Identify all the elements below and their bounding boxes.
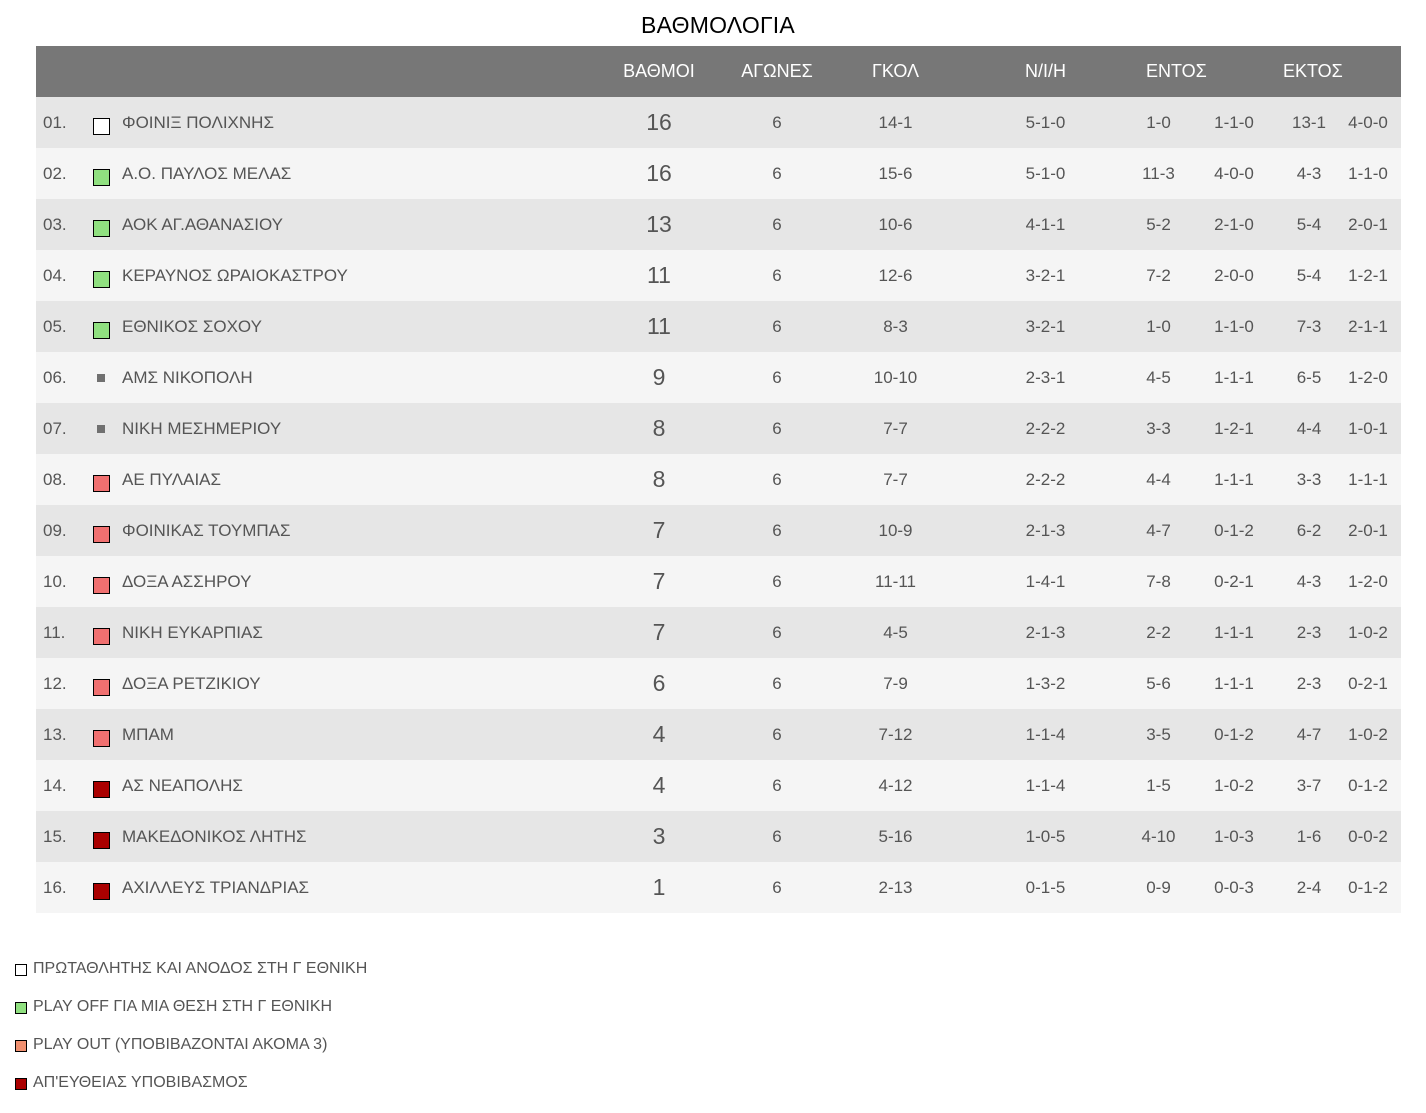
row-points: 7 <box>596 607 722 658</box>
row-wdl: 1-4-1 <box>959 556 1132 607</box>
row-wdl: 2-2-2 <box>959 454 1132 505</box>
row-games: 6 <box>722 352 832 403</box>
row-home-wdl: 2-0-0 <box>1185 250 1283 301</box>
row-games: 6 <box>722 556 832 607</box>
legend-swatch-icon <box>15 1040 27 1052</box>
row-zone-marker <box>80 352 122 403</box>
row-home-goals: 4-4 <box>1132 454 1185 505</box>
row-games: 6 <box>722 97 832 148</box>
row-team-name[interactable]: ΔΟΞΑ ΡΕΤΖΙΚΙΟΥ <box>122 658 596 709</box>
row-points: 16 <box>596 148 722 199</box>
row-away-goals: 5-4 <box>1283 250 1335 301</box>
table-row[interactable] <box>36 760 1401 811</box>
table-row[interactable] <box>36 352 1401 403</box>
row-zone-marker <box>80 454 122 505</box>
row-wdl: 5-1-0 <box>959 148 1132 199</box>
header-away[interactable]: ΕΚΤΟΣ <box>1283 46 1401 97</box>
table-row[interactable] <box>36 301 1401 352</box>
table-row[interactable] <box>36 811 1401 862</box>
row-wdl: 0-1-5 <box>959 862 1132 913</box>
row-points: 11 <box>596 250 722 301</box>
zone-marker-icon <box>93 832 110 849</box>
table-row[interactable] <box>36 250 1401 301</box>
row-home-wdl: 1-0-3 <box>1185 811 1283 862</box>
header-points[interactable]: ΒΑΘΜΟΙ <box>596 46 722 97</box>
table-row[interactable] <box>36 403 1401 454</box>
row-home-goals: 3-3 <box>1132 403 1185 454</box>
row-team-name[interactable]: ΑΕ ΠΥΛΑΙΑΣ <box>122 454 596 505</box>
row-goals: 10-10 <box>832 352 959 403</box>
legend-label: ΠΡΩΤΑΘΛΗΤΗΣ ΚΑΙ ΑΝΟΔΟΣ ΣΤΗ Γ ΕΘΝΙΚΗ <box>33 960 368 977</box>
row-away-wdl: 4-0-0 <box>1335 97 1401 148</box>
row-home-wdl: 1-1-0 <box>1185 301 1283 352</box>
row-zone-marker <box>80 505 122 556</box>
row-team-name[interactable]: ΑΣ ΝΕΑΠΟΛΗΣ <box>122 760 596 811</box>
row-points: 4 <box>596 709 722 760</box>
row-away-goals: 4-3 <box>1283 148 1335 199</box>
zone-marker-icon <box>97 374 105 382</box>
legend-swatch-icon <box>15 964 27 976</box>
row-home-goals: 1-5 <box>1132 760 1185 811</box>
row-goals: 15-6 <box>832 148 959 199</box>
row-goals: 7-12 <box>832 709 959 760</box>
row-games: 6 <box>722 607 832 658</box>
header-home[interactable]: ΕΝΤΟΣ <box>1132 46 1283 97</box>
row-position: 08. <box>36 454 80 505</box>
row-home-wdl: 1-2-1 <box>1185 403 1283 454</box>
row-team-name[interactable]: ΜΑΚΕΔΟΝΙΚΟΣ ΛΗΤΗΣ <box>122 811 596 862</box>
row-position: 12. <box>36 658 80 709</box>
legend-swatch-icon <box>15 1002 27 1014</box>
row-goals: 12-6 <box>832 250 959 301</box>
row-zone-marker <box>80 97 122 148</box>
row-away-wdl: 2-0-1 <box>1335 199 1401 250</box>
row-goals: 2-13 <box>832 862 959 913</box>
row-wdl: 2-3-1 <box>959 352 1132 403</box>
zone-marker-icon <box>93 628 110 645</box>
row-wdl: 4-1-1 <box>959 199 1132 250</box>
header-position <box>36 46 80 97</box>
table-header-row <box>36 46 1401 97</box>
row-home-goals: 2-2 <box>1132 607 1185 658</box>
table-row[interactable] <box>36 148 1401 199</box>
row-points: 1 <box>596 862 722 913</box>
row-points: 4 <box>596 760 722 811</box>
row-away-goals: 3-7 <box>1283 760 1335 811</box>
row-away-goals: 3-3 <box>1283 454 1335 505</box>
row-wdl: 1-0-5 <box>959 811 1132 862</box>
row-position: 06. <box>36 352 80 403</box>
row-points: 9 <box>596 352 722 403</box>
row-team-name[interactable]: ΔΟΞΑ ΑΣΣΗΡΟΥ <box>122 556 596 607</box>
table-row[interactable] <box>36 97 1401 148</box>
row-games: 6 <box>722 658 832 709</box>
header-wdl[interactable]: Ν/Ι/Η <box>959 46 1132 97</box>
row-away-wdl: 0-0-2 <box>1335 811 1401 862</box>
row-zone-marker <box>80 301 122 352</box>
zone-marker-icon <box>93 526 110 543</box>
row-goals: 8-3 <box>832 301 959 352</box>
row-wdl: 5-1-0 <box>959 97 1132 148</box>
row-team-name[interactable]: ΑΟΚ ΑΓ.ΑΘΑΝΑΣΙΟΥ <box>122 199 596 250</box>
row-position: 09. <box>36 505 80 556</box>
row-zone-marker <box>80 658 122 709</box>
row-home-goals: 5-6 <box>1132 658 1185 709</box>
row-away-wdl: 2-0-1 <box>1335 505 1401 556</box>
row-wdl: 3-2-1 <box>959 301 1132 352</box>
row-games: 6 <box>722 199 832 250</box>
legend-label: ΑΠ'ΕΥΘΕΙΑΣ ΥΠΟΒΙΒΑΣΜΟΣ <box>33 1074 248 1091</box>
header-team <box>122 46 596 97</box>
zone-marker-icon <box>93 475 110 492</box>
row-team-name[interactable]: ΚΕΡΑΥΝΟΣ ΩΡΑΙΟΚΑΣΤΡΟΥ <box>122 250 596 301</box>
row-goals: 10-9 <box>832 505 959 556</box>
row-points: 8 <box>596 454 722 505</box>
row-team-name[interactable]: ΜΠΑΜ <box>122 709 596 760</box>
row-home-goals: 4-5 <box>1132 352 1185 403</box>
row-away-goals: 6-5 <box>1283 352 1335 403</box>
row-position: 16. <box>36 862 80 913</box>
table-row[interactable] <box>36 199 1401 250</box>
row-points: 16 <box>596 97 722 148</box>
row-zone-marker <box>80 862 122 913</box>
row-games: 6 <box>722 454 832 505</box>
row-home-wdl: 0-1-2 <box>1185 709 1283 760</box>
row-home-wdl: 1-1-0 <box>1185 97 1283 148</box>
row-games: 6 <box>722 760 832 811</box>
standings-table <box>36 46 1401 913</box>
row-position: 10. <box>36 556 80 607</box>
row-away-wdl: 1-2-1 <box>1335 250 1401 301</box>
row-home-goals: 4-7 <box>1132 505 1185 556</box>
row-zone-marker <box>80 148 122 199</box>
legend-label: PLAY OFF ΓΙΑ ΜΙΑ ΘΕΣΗ ΣΤΗ Γ ΕΘΝΙΚΗ <box>33 998 333 1015</box>
table-row[interactable] <box>36 658 1401 709</box>
zone-marker-icon <box>93 169 110 186</box>
row-points: 11 <box>596 301 722 352</box>
row-away-goals: 2-3 <box>1283 658 1335 709</box>
row-points: 3 <box>596 811 722 862</box>
row-home-goals: 1-0 <box>1132 301 1185 352</box>
row-away-goals: 6-2 <box>1283 505 1335 556</box>
row-home-goals: 7-8 <box>1132 556 1185 607</box>
zone-marker-icon <box>93 730 110 747</box>
row-points: 7 <box>596 505 722 556</box>
row-zone-marker <box>80 709 122 760</box>
row-games: 6 <box>722 148 832 199</box>
table-row[interactable] <box>36 862 1401 913</box>
row-away-wdl: 2-1-1 <box>1335 301 1401 352</box>
row-games: 6 <box>722 403 832 454</box>
row-points: 7 <box>596 556 722 607</box>
zone-marker-icon <box>93 220 110 237</box>
row-position: 02. <box>36 148 80 199</box>
row-goals: 11-11 <box>832 556 959 607</box>
row-goals: 10-6 <box>832 199 959 250</box>
row-home-goals: 11-3 <box>1132 148 1185 199</box>
header-zone <box>80 46 122 97</box>
row-home-wdl: 2-1-0 <box>1185 199 1283 250</box>
zone-marker-icon <box>93 322 110 339</box>
legend-label: PLAY OUT (ΥΠΟΒΙΒΑΖΟΝΤΑΙ ΑΚΟΜΑ 3) <box>33 1036 328 1053</box>
row-position: 03. <box>36 199 80 250</box>
row-home-wdl: 0-1-2 <box>1185 505 1283 556</box>
row-zone-marker <box>80 199 122 250</box>
row-team-name[interactable]: Α.Ο. ΠΑΥΛΟΣ ΜΕΛΑΣ <box>122 148 596 199</box>
row-goals: 7-7 <box>832 454 959 505</box>
row-zone-marker <box>80 403 122 454</box>
legend-item <box>15 960 367 998</box>
row-away-wdl: 1-2-0 <box>1335 352 1401 403</box>
row-position: 01. <box>36 97 80 148</box>
row-position: 11. <box>36 607 80 658</box>
row-away-wdl: 0-1-2 <box>1335 760 1401 811</box>
row-home-wdl: 1-0-2 <box>1185 760 1283 811</box>
row-away-wdl: 1-1-1 <box>1335 454 1401 505</box>
row-away-goals: 2-3 <box>1283 607 1335 658</box>
row-away-goals: 13-1 <box>1283 97 1335 148</box>
row-home-wdl: 1-1-1 <box>1185 454 1283 505</box>
row-points: 13 <box>596 199 722 250</box>
row-home-goals: 5-2 <box>1132 199 1185 250</box>
row-wdl: 2-1-3 <box>959 505 1132 556</box>
row-goals: 4-12 <box>832 760 959 811</box>
row-away-goals: 5-4 <box>1283 199 1335 250</box>
row-team-name[interactable]: ΝΙΚΗ ΜΕΣΗΜΕΡΙΟΥ <box>122 403 596 454</box>
zone-marker-icon <box>93 679 110 696</box>
row-team-name[interactable]: ΑΜΣ ΝΙΚΟΠΟΛΗ <box>122 352 596 403</box>
zone-marker-icon <box>93 118 110 135</box>
row-away-goals: 4-3 <box>1283 556 1335 607</box>
row-wdl: 1-3-2 <box>959 658 1132 709</box>
page-title: ΒΑΘΜΟΛΟΓΙΑ <box>641 12 795 38</box>
row-team-name[interactable]: ΑΧΙΛΛΕΥΣ ΤΡΙΑΝΔΡΙΑΣ <box>122 862 596 913</box>
row-away-goals: 2-4 <box>1283 862 1335 913</box>
row-home-wdl: 4-0-0 <box>1185 148 1283 199</box>
zone-marker-icon <box>93 781 110 798</box>
row-home-goals: 3-5 <box>1132 709 1185 760</box>
legend-item <box>15 1074 367 1112</box>
zone-marker-icon <box>93 577 110 594</box>
row-home-wdl: 0-0-3 <box>1185 862 1283 913</box>
row-goals: 7-7 <box>832 403 959 454</box>
row-zone-marker <box>80 556 122 607</box>
row-games: 6 <box>722 862 832 913</box>
legend-swatch-icon <box>15 1078 27 1090</box>
table-row[interactable] <box>36 556 1401 607</box>
header-goals[interactable]: ΓΚΟΛ <box>832 46 959 97</box>
row-wdl: 2-1-3 <box>959 607 1132 658</box>
row-games: 6 <box>722 250 832 301</box>
row-goals: 7-9 <box>832 658 959 709</box>
row-games: 6 <box>722 301 832 352</box>
row-home-wdl: 1-1-1 <box>1185 658 1283 709</box>
row-away-goals: 4-7 <box>1283 709 1335 760</box>
row-away-goals: 1-6 <box>1283 811 1335 862</box>
legend <box>15 960 367 1112</box>
row-games: 6 <box>722 709 832 760</box>
row-home-goals: 1-0 <box>1132 97 1185 148</box>
row-away-wdl: 1-0-2 <box>1335 607 1401 658</box>
row-games: 6 <box>722 505 832 556</box>
row-team-name[interactable]: ΦΟΙΝΙΞ ΠΟΛΙΧΝΗΣ <box>122 97 596 148</box>
row-position: 13. <box>36 709 80 760</box>
row-team-name[interactable]: ΦΟΙΝΙΚΑΣ ΤΟΥΜΠΑΣ <box>122 505 596 556</box>
zone-marker-icon <box>93 883 110 900</box>
row-away-wdl: 0-2-1 <box>1335 658 1401 709</box>
row-wdl: 3-2-1 <box>959 250 1132 301</box>
table-row[interactable] <box>36 709 1401 760</box>
row-wdl: 2-2-2 <box>959 403 1132 454</box>
row-position: 05. <box>36 301 80 352</box>
row-home-wdl: 1-1-1 <box>1185 607 1283 658</box>
table-row[interactable] <box>36 505 1401 556</box>
zone-marker-icon <box>93 271 110 288</box>
row-away-wdl: 1-2-0 <box>1335 556 1401 607</box>
row-games: 6 <box>722 811 832 862</box>
table-row[interactable] <box>36 454 1401 505</box>
standings-body <box>36 97 1401 913</box>
row-home-goals: 7-2 <box>1132 250 1185 301</box>
row-zone-marker <box>80 607 122 658</box>
row-home-wdl: 0-2-1 <box>1185 556 1283 607</box>
row-away-wdl: 1-0-1 <box>1335 403 1401 454</box>
row-goals: 14-1 <box>832 97 959 148</box>
row-away-wdl: 0-1-2 <box>1335 862 1401 913</box>
row-team-name[interactable]: ΝΙΚΗ ΕΥΚΑΡΠΙΑΣ <box>122 607 596 658</box>
row-position: 04. <box>36 250 80 301</box>
zone-marker-icon <box>97 425 105 433</box>
row-away-goals: 4-4 <box>1283 403 1335 454</box>
row-wdl: 1-1-4 <box>959 709 1132 760</box>
row-team-name[interactable]: ΕΘΝΙΚΟΣ ΣΟΧΟΥ <box>122 301 596 352</box>
table-row[interactable] <box>36 607 1401 658</box>
row-home-goals: 0-9 <box>1132 862 1185 913</box>
row-goals: 4-5 <box>832 607 959 658</box>
row-points: 6 <box>596 658 722 709</box>
row-home-wdl: 1-1-1 <box>1185 352 1283 403</box>
row-position: 15. <box>36 811 80 862</box>
row-away-wdl: 1-1-0 <box>1335 148 1401 199</box>
row-home-goals: 4-10 <box>1132 811 1185 862</box>
row-zone-marker <box>80 760 122 811</box>
row-zone-marker <box>80 250 122 301</box>
row-position: 07. <box>36 403 80 454</box>
row-wdl: 1-1-4 <box>959 760 1132 811</box>
row-away-goals: 7-3 <box>1283 301 1335 352</box>
row-points: 8 <box>596 403 722 454</box>
legend-item <box>15 998 367 1036</box>
header-games[interactable]: ΑΓΩΝΕΣ <box>722 46 832 97</box>
row-zone-marker <box>80 811 122 862</box>
row-goals: 5-16 <box>832 811 959 862</box>
legend-item <box>15 1036 367 1074</box>
row-away-wdl: 1-0-2 <box>1335 709 1401 760</box>
row-position: 14. <box>36 760 80 811</box>
